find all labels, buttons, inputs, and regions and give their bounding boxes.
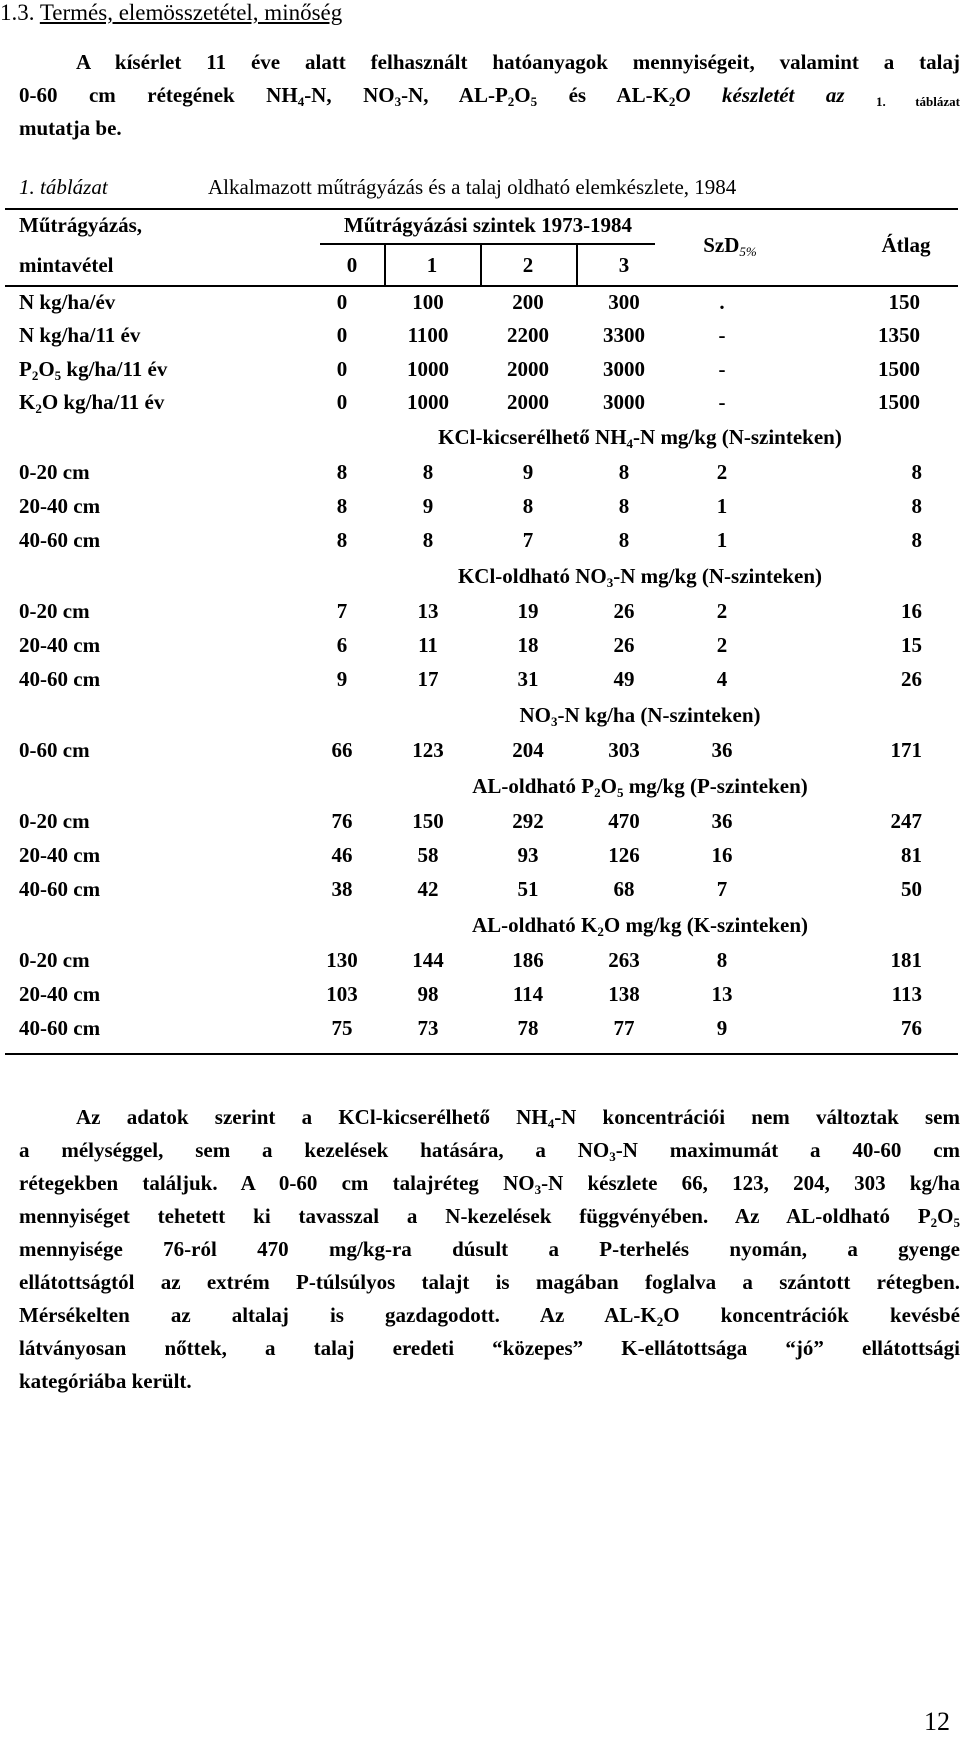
text-run: mutatja be.	[19, 116, 122, 140]
row-label: 40-60 cm	[19, 877, 101, 901]
table-cell: 17	[417, 667, 439, 691]
row-label: 20-40 cm	[19, 843, 101, 867]
table-cell: 8	[336, 460, 348, 484]
row-label	[19, 357, 167, 382]
paragraph-line	[19, 1365, 960, 1398]
table-cell: 1000	[407, 390, 449, 414]
subscript: 3	[609, 1149, 616, 1164]
text-run: -N, AL-P	[401, 83, 508, 107]
subscript: 2	[507, 94, 515, 109]
table-cell: 200	[512, 290, 544, 314]
table-cell: 2	[716, 460, 728, 484]
text-run: mennyiséget tehetett ki tavasszal a N-kezelések függvényében. Az AL-oldható P	[19, 1204, 931, 1228]
table-cell: 38	[331, 877, 353, 901]
text-run: és AL-K	[537, 83, 669, 107]
text-run: a mélységgel, sem a kezelések hatására, a NO	[19, 1138, 610, 1162]
table-cell: 150	[412, 809, 444, 833]
table-cell: 1100	[407, 323, 449, 347]
table-cell: 8	[911, 460, 922, 484]
table-cell: 18	[517, 633, 539, 657]
text-run: O	[600, 774, 617, 798]
subscript: 2	[35, 401, 42, 416]
subscript: 3	[606, 575, 614, 590]
subscript: 2	[656, 1314, 664, 1329]
header-szd	[680, 233, 780, 258]
table-cell: 0	[336, 390, 348, 414]
table-cell: -	[718, 323, 726, 347]
table-cell: 2000	[507, 390, 549, 414]
table-cell: 3000	[603, 357, 645, 381]
table-cell: 26	[613, 633, 635, 657]
table-cell: 123	[412, 738, 444, 762]
table-cell: 36	[711, 809, 733, 833]
subscript: 4	[547, 1116, 555, 1131]
subscript: 5	[530, 94, 538, 109]
text-run: AL-oldható K	[471, 913, 598, 937]
row-label: 0-20 cm	[19, 599, 90, 623]
conclusion-paragraph	[19, 1101, 960, 1398]
table-cell: 8	[336, 528, 348, 552]
table-cell: 247	[890, 809, 922, 833]
table-cell: 7	[522, 528, 534, 552]
text-run: 0-60 cm rétegének NH	[19, 83, 298, 107]
paragraph-line	[19, 1332, 960, 1365]
table-cell: 49	[613, 667, 635, 691]
table-cell: 114	[512, 982, 544, 1006]
intro-paragraph	[19, 46, 960, 145]
header-label: mintavétel	[19, 253, 114, 277]
table-cell: 3000	[603, 390, 645, 414]
paragraph-line	[19, 1200, 960, 1233]
paragraph-line	[19, 46, 960, 79]
text-run: A kísérlet 11 éve alatt felhasznált hatóanyagok mennyiségeit, valamint a talaj	[76, 50, 960, 74]
table-cell: 2	[716, 633, 728, 657]
table-cell: 103	[326, 982, 358, 1006]
row-label: 20-40 cm	[19, 494, 101, 518]
table-cell: 9	[716, 1016, 728, 1040]
text-run: kg/ha/11 év	[61, 357, 168, 381]
row-label: 0-20 cm	[19, 460, 90, 484]
table-number: 1. táblázat	[19, 175, 108, 199]
table-cell: 19	[517, 599, 539, 623]
row-label	[19, 390, 164, 415]
row-label: 40-60 cm	[19, 528, 101, 552]
row-label: 20-40 cm	[19, 982, 101, 1006]
text-run: O koncentrációk kevésbé	[663, 1303, 960, 1327]
text-run: AL-oldható P	[472, 774, 595, 798]
text-run: -N mg/kg (N-szinteken)	[613, 564, 823, 588]
table-cell: 6	[336, 633, 348, 657]
text-run: O kg/ha/11 év	[41, 390, 165, 414]
paragraph-line	[19, 112, 960, 145]
table-cell: 77	[613, 1016, 635, 1040]
table-cell: 13	[417, 599, 439, 623]
subscript: 4	[626, 436, 634, 451]
table-cell: 46	[331, 843, 353, 867]
group-underline	[320, 243, 655, 245]
text-run: -N koncentrációi nem változtak sem	[554, 1105, 960, 1129]
section-title	[320, 425, 960, 450]
row-label: 0-20 cm	[19, 809, 90, 833]
subscript: 1. táblázat	[876, 94, 960, 109]
header-label: Műtrágyázás,	[19, 213, 143, 237]
table-cell: 9	[422, 494, 434, 518]
table-cell: 50	[901, 877, 922, 901]
row-label: 40-60 cm	[19, 667, 101, 691]
header-level: 1	[426, 253, 438, 277]
text-run: Mérsékelten az altalaj is gazdagodott. Az AL-K	[19, 1303, 657, 1327]
text-run: O	[514, 83, 531, 107]
text-run: -N mg/kg (N-szinteken)	[633, 425, 842, 449]
table-cell: 0	[336, 290, 348, 314]
text-run: KCl-kicserélhető NH	[438, 425, 627, 449]
header-level: 0	[346, 253, 358, 277]
row-label: 20-40 cm	[19, 633, 101, 657]
text-run: mg/kg (P-szinteken)	[623, 774, 808, 798]
text-run: K	[19, 390, 36, 414]
text-run: O mg/kg (K-szinteken)	[603, 913, 809, 937]
text-run: -N, NO	[304, 83, 395, 107]
table-cell: 2000	[507, 357, 549, 381]
table-cell: 8	[422, 528, 434, 552]
text-run: Az adatok szerint a KCl-kicserélhető NH	[76, 1105, 548, 1129]
table-cell: 8	[422, 460, 434, 484]
section-title	[320, 913, 960, 938]
row-label: N kg/ha/év	[19, 290, 116, 314]
subscript: 5	[953, 1215, 960, 1230]
text-run: rétegekben találjuk. A 0-60 cm talajréteg NO	[19, 1171, 535, 1195]
table-cell: 8	[522, 494, 534, 518]
table-cell: 204	[512, 738, 544, 762]
table-cell: 8	[618, 494, 630, 518]
text-run: P	[19, 357, 32, 381]
table-cell: 8	[911, 528, 922, 552]
table-cell: 1500	[878, 357, 920, 381]
section-heading	[0, 0, 342, 26]
text-run: ellátottságtól az extrém P-túlsúlyos talajt is magában foglalva a szántott rétegben.	[19, 1270, 960, 1294]
table-cell: 75	[331, 1016, 353, 1040]
table-cell: 7	[336, 599, 348, 623]
header-average: Átlag	[881, 233, 931, 257]
table-cell: 76	[331, 809, 353, 833]
text-run: KCl-oldható NO	[457, 564, 607, 588]
table-cell: 8	[618, 528, 630, 552]
table-cell: 144	[412, 948, 444, 972]
text-run: mennyisége 76-ról 470 mg/kg-ra dúsult a P-terhelés nyomán, a gyenge	[19, 1237, 960, 1261]
table-cell: 303	[608, 738, 640, 762]
subscript: 4	[297, 94, 305, 109]
paragraph-line	[19, 1266, 960, 1299]
text-run: -N készlete 66, 123, 204, 303 kg/ha	[541, 1171, 960, 1195]
paragraph-line	[19, 1233, 960, 1266]
table-cell: 8	[911, 494, 922, 518]
subscript: 3	[394, 94, 402, 109]
table-cell: 26	[901, 667, 922, 691]
section-title	[320, 703, 960, 728]
table-cell: 3300	[603, 323, 645, 347]
section-title: Termés, elemösszetétel, minőség	[39, 0, 343, 25]
table-cell: 0	[336, 323, 348, 347]
text-run: kategóriába került.	[19, 1369, 192, 1393]
text-run: O készletét az	[675, 83, 876, 107]
paragraph-line	[19, 1167, 960, 1200]
table-bottom-rule	[5, 1053, 958, 1055]
subscript: 5	[54, 368, 62, 383]
column-divider	[384, 243, 386, 285]
table-cell: 470	[608, 809, 640, 833]
header-level: 2	[522, 253, 534, 277]
table-cell: 130	[326, 948, 358, 972]
table-cell: 300	[608, 290, 640, 314]
paragraph-line	[19, 1134, 960, 1167]
table-cell: 13	[711, 982, 733, 1006]
table-cell: 51	[517, 877, 539, 901]
table-cell: 15	[901, 633, 922, 657]
subscript: 2	[597, 924, 604, 939]
table-cell: 78	[517, 1016, 539, 1040]
table-cell: 292	[512, 809, 544, 833]
row-label: N kg/ha/11 év	[19, 323, 141, 347]
table-cell: 73	[417, 1016, 439, 1040]
paragraph-line	[19, 1101, 960, 1134]
table-cell: 8	[336, 494, 348, 518]
table-cell: 36	[711, 738, 733, 762]
table-cell: 2200	[507, 323, 549, 347]
header-bottom-rule	[5, 285, 958, 287]
table-cell: 126	[608, 843, 640, 867]
subscript: 2	[930, 1215, 938, 1230]
table-cell: 1	[716, 494, 728, 518]
text-run: látványosan nőttek, a talaj eredeti “közepes” K-ellátottsága “jó” ellátottsági	[19, 1336, 960, 1360]
subscript: 5	[616, 785, 624, 800]
table-cell: 0	[336, 357, 348, 381]
table-cell: -	[718, 390, 726, 414]
header-level: 3	[618, 253, 630, 277]
table-cell: 16	[711, 843, 733, 867]
text-run: NO	[519, 703, 551, 727]
table-top-rule	[5, 208, 958, 210]
section-title	[320, 564, 960, 589]
table-cell: 98	[417, 982, 439, 1006]
table-cell: 171	[890, 738, 922, 762]
table-cell: 1000	[407, 357, 449, 381]
section-title	[320, 774, 960, 799]
table-cell: 150	[888, 290, 920, 314]
subscript: 2	[594, 785, 601, 800]
table-cell: 31	[517, 667, 539, 691]
table-cell: .	[719, 290, 725, 314]
page-number: 12	[924, 1707, 950, 1736]
table-cell: 100	[412, 290, 444, 314]
table-cell: 42	[417, 877, 439, 901]
paragraph-line	[19, 1299, 960, 1332]
table-cell: 1500	[878, 390, 920, 414]
table-cell: 8	[618, 460, 630, 484]
table-cell: 93	[517, 843, 539, 867]
table-cell: 76	[901, 1016, 922, 1040]
column-divider	[576, 243, 578, 285]
table-cell: 1	[716, 528, 728, 552]
szd-text: SzD	[703, 233, 740, 257]
subscript: 3	[534, 1182, 542, 1197]
table-cell: 263	[608, 948, 640, 972]
text-run: -N kg/ha (N-szinteken)	[557, 703, 761, 727]
row-label: 0-20 cm	[19, 948, 90, 972]
table-cell: 138	[608, 982, 640, 1006]
subscript: 3	[551, 714, 558, 729]
text-run: O	[38, 357, 55, 381]
table-cell: 181	[890, 948, 922, 972]
table-cell: 186	[512, 948, 544, 972]
section-number: 1.3.	[0, 0, 35, 25]
table-cell: 26	[613, 599, 635, 623]
szd-subscript: 5%	[739, 244, 757, 259]
subscript: 2	[31, 368, 39, 383]
table-cell: -	[718, 357, 726, 381]
table-title: Alkalmazott műtrágyázás és a talaj oldható elemkészlete, 1984	[208, 175, 737, 199]
text-run: -N maximumát a 40-60 cm	[615, 1138, 960, 1162]
row-label: 0-60 cm	[19, 738, 90, 762]
table-caption	[19, 175, 937, 200]
table-cell: 7	[716, 877, 728, 901]
table-cell: 66	[331, 738, 353, 762]
table-cell: 1350	[878, 323, 920, 347]
table-cell: 8	[716, 948, 728, 972]
row-label: 40-60 cm	[19, 1016, 101, 1040]
table-cell: 9	[522, 460, 534, 484]
column-divider	[480, 243, 482, 285]
table-cell: 58	[417, 843, 439, 867]
table-cell: 9	[336, 667, 348, 691]
paragraph-line	[19, 79, 960, 112]
table-cell: 81	[901, 843, 922, 867]
subscript: 2	[668, 94, 676, 109]
table-cell: 16	[901, 599, 922, 623]
text-run: O	[937, 1204, 954, 1228]
header-group: Műtrágyázási szintek 1973-1984	[343, 213, 633, 237]
table-cell: 4	[716, 667, 728, 691]
table-cell: 68	[613, 877, 635, 901]
table-cell: 2	[716, 599, 728, 623]
table-cell: 11	[418, 633, 438, 657]
table-cell: 113	[891, 982, 922, 1006]
